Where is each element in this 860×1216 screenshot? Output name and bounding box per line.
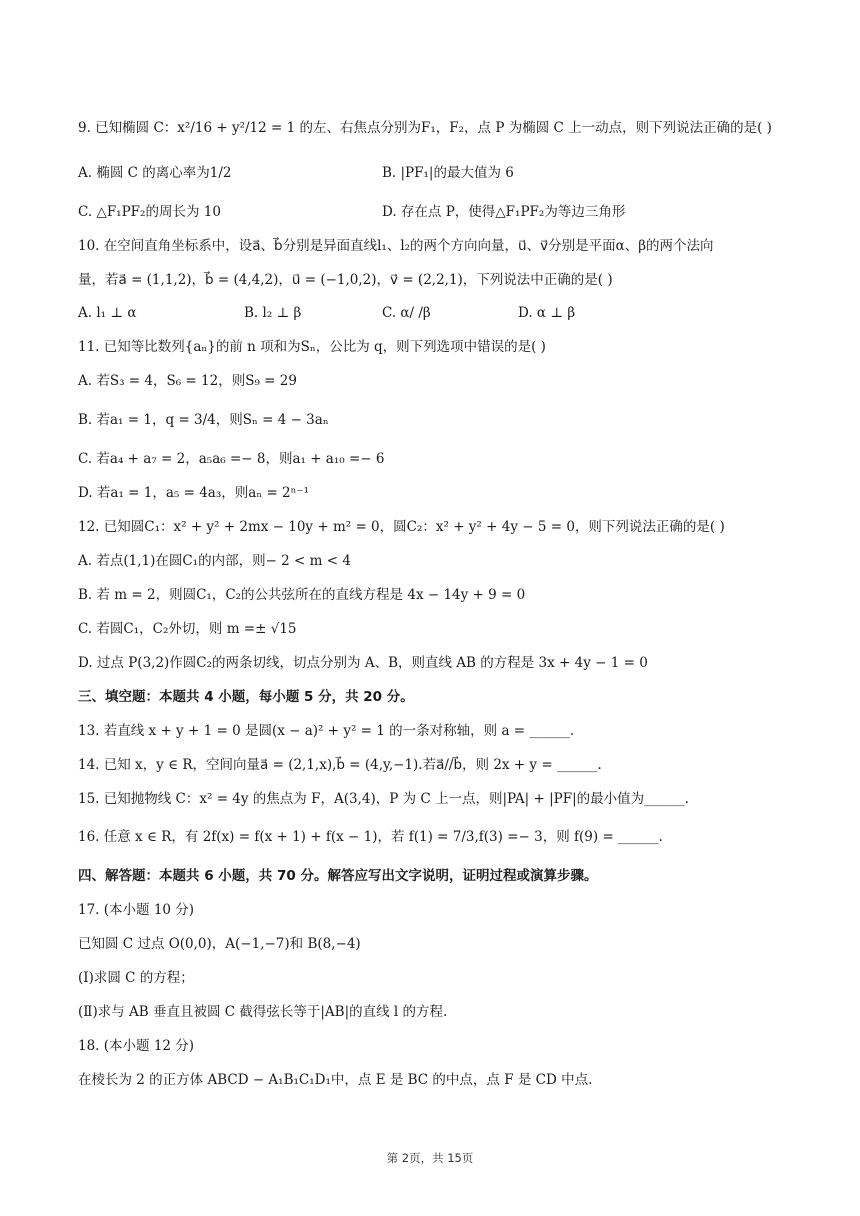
q17-line-1: 已知圆 C 过点 O(0,0)，A(−1,−7)和 B(8,−4) xyxy=(78,936,361,952)
q10-option-a: A. l₁ ⊥ α xyxy=(78,305,137,321)
q11-option-b: B. 若a₁ = 1，q = 3/4，则Sₙ = 4 − 3aₙ xyxy=(78,412,329,428)
q11-stem: 11. 已知等比数列{aₙ}的前 n 项和为Sₙ，公比为 q，则下列选项中错误的是( ) xyxy=(78,339,546,355)
q9-stem: 9. 已知椭圆 C：x²/16 + y²/12 = 1 的左、右焦点分别为F₁，F₂，点 P 为椭圆 C 上一动点，则下列说法正确的是( ) xyxy=(78,120,772,136)
section-solve: 四、解答题：本题共 6 小题，共 70 分。解答应写出文字说明，证明过程或演算步骤。 xyxy=(78,868,598,884)
q10-option-d: D. α ⊥ β xyxy=(518,305,576,321)
q18-line-1: 在棱长为 2 的正方体 ABCD − A₁B₁C₁D₁中，点 E 是 BC 的中点，点 F 是 CD 中点. xyxy=(78,1072,593,1088)
q12-stem: 12. 已知圆C₁：x² + y² + 2mx − 10y + m² = 0，圆C₂：x² + y² + 4y − 5 = 0，则下列说法正确的是( ) xyxy=(78,519,725,535)
q12-option-b: B. 若 m = 2，则圆C₁，C₂的公共弦所在的直线方程是 4x − 14y + 9 = 0 xyxy=(78,587,526,603)
q9-option-c: C. △F₁PF₂的周长为 10 xyxy=(78,204,221,220)
q10-stem-2: 量，若a⃗ = (1,1,2)，b⃗ = (4,4,2)，u⃗ = (−1,0,2)，v⃗ = (2,2,1)，下列说法中正确的是( ) xyxy=(78,272,613,288)
q15: 15. 已知抛物线 C：x² = 4y 的焦点为 F，A(3,4)，P 为 C 上一点，则|PA| + |PF|的最小值为______. xyxy=(78,791,689,807)
q10-stem-1: 10. 在空间直角坐标系中，设a⃗、b⃗分别是异面直线l₁、l₂的两个方向向量，u⃗、v⃗分别是平面α、β的两个法向 xyxy=(78,238,714,254)
q10-option-b: B. l₂ ⊥ β xyxy=(244,305,302,321)
q9-option-d: D. 存在点 P，使得△F₁PF₂为等边三角形 xyxy=(382,204,626,220)
page-footer: 第 2页，共 15页 xyxy=(386,1151,474,1165)
q11-option-c: C. 若a₄ + a₇ = 2，a₅a₆ =− 8，则a₁ + a₁₀ =− 6 xyxy=(78,451,385,467)
q11-option-a: A. 若S₃ = 4，S₆ = 12，则S₉ = 29 xyxy=(78,373,297,389)
q16: 16. 任意 x ∈ R，有 2f(x) = f(x + 1) + f(x − 1)，若 f(1) = 7/3,f(3) =− 3，则 f(9) = ______. xyxy=(78,829,663,845)
q17-head: 17. (本小题 10 分) xyxy=(78,902,195,918)
q9-option-a: A. 椭圆 C 的离心率为1/2 xyxy=(78,165,232,181)
q12-option-d: D. 过点 P(3,2)作圆C₂的两条切线，切点分别为 A、B，则直线 AB 的方程是 3x + 4y − 1 = 0 xyxy=(78,655,648,671)
q14: 14. 已知 x，y ∈ R，空间向量a⃗ = (2,1,x),b⃗ = (4,y,−1).若a⃗//b⃗，则 2x + y = ______. xyxy=(78,757,602,773)
q12-option-c: C. 若圆C₁，C₂外切，则 m =± √15 xyxy=(78,621,297,637)
q13: 13. 若直线 x + y + 1 = 0 是圆(x − a)² + y² = 1 的一条对称轴，则 a = ______. xyxy=(78,723,575,739)
q11-option-d: D. 若a₁ = 1，a₅ = 4a₃，则aₙ = 2ⁿ⁻¹ xyxy=(78,485,310,501)
q17-line-3: (Ⅱ)求与 AB 垂直且被圆 C 截得弦长等于|AB|的直线 l 的方程. xyxy=(78,1004,448,1020)
q18-head: 18. (本小题 12 分) xyxy=(78,1038,195,1054)
q17-line-2: (Ⅰ)求圆 C 的方程； xyxy=(78,970,194,986)
q9-option-b: B. |PF₁|的最大值为 6 xyxy=(382,165,514,181)
q12-option-a: A. 若点(1,1)在圆C₁的内部，则− 2 < m < 4 xyxy=(78,553,351,569)
section-fill-in-blank: 三、填空题：本题共 4 小题，每小题 5 分，共 20 分。 xyxy=(78,689,414,705)
q10-option-c: C. α/ /β xyxy=(382,305,431,321)
